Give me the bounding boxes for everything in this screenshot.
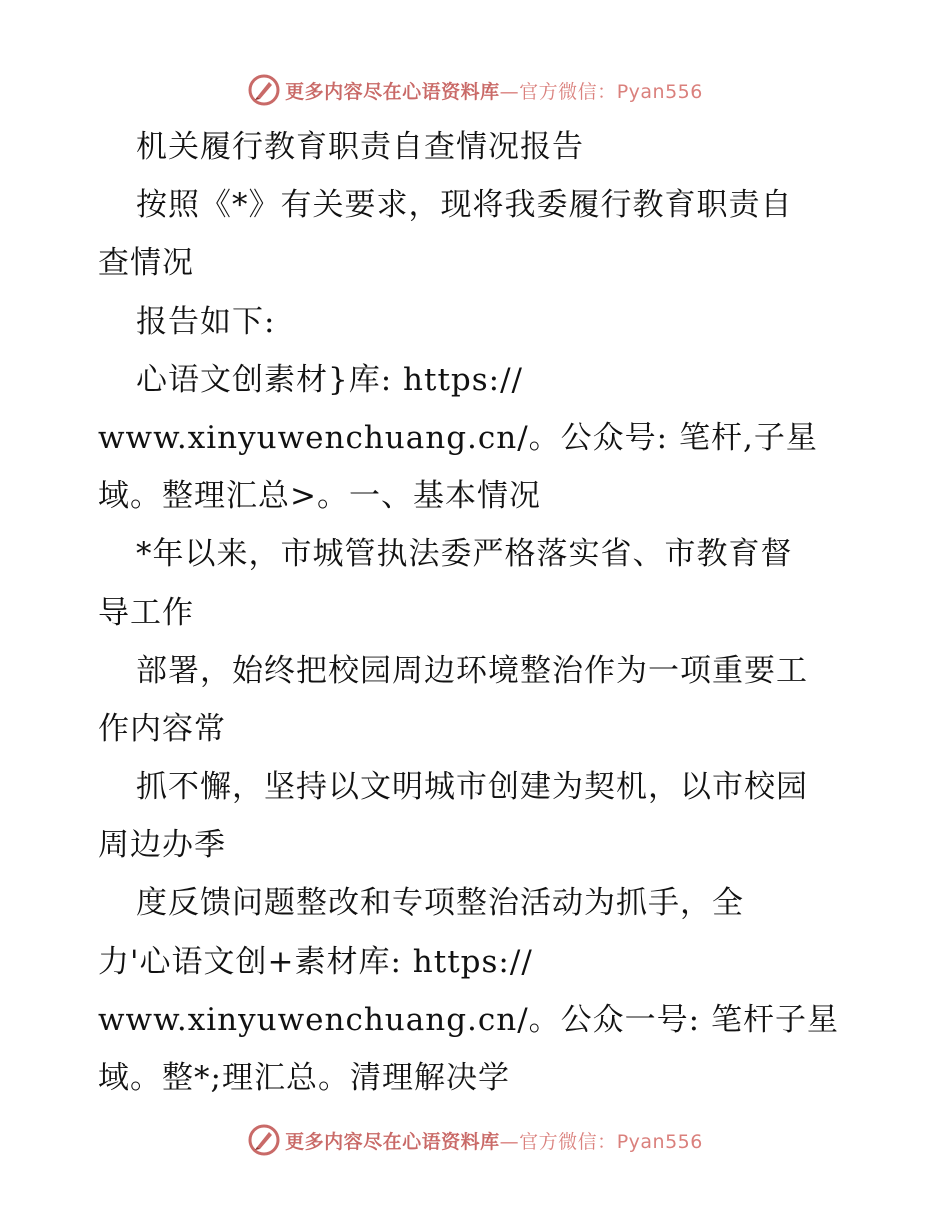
watermark-wechat-id: Pyan556 bbox=[616, 80, 703, 103]
watermark-text bbox=[285, 77, 703, 104]
text-line: 度反馈问题整改和专项整治活动为抓手，全 bbox=[136, 885, 744, 922]
watermark-separator: —官方微信： bbox=[499, 80, 617, 103]
watermark-banner-top bbox=[0, 70, 950, 110]
text-line: 抓不懈，坚持以文明城市创建为契机，以市校园 bbox=[136, 769, 808, 806]
text-line: 心语文创素材}库: https:// bbox=[136, 361, 523, 398]
watermark-wechat-id: Pyan556 bbox=[616, 1130, 703, 1153]
pen-logo-icon bbox=[247, 73, 281, 107]
text-line: 域。整*;理汇总。清理解决学 bbox=[98, 1060, 510, 1096]
watermark-banner-bottom bbox=[0, 1120, 950, 1160]
text-line: 作内容常 bbox=[98, 710, 226, 747]
pen-logo-icon bbox=[247, 1123, 281, 1157]
text-line: 按照《*》有关要求，现将我委履行教育职责自 bbox=[136, 187, 793, 224]
text-line: 周边办季 bbox=[98, 827, 226, 864]
watermark-main: 更多内容尽在心语资料库 bbox=[285, 80, 500, 103]
text-line: www.xinyuwenchuang.cn/。公众号: 笔杆,子星 bbox=[98, 419, 818, 456]
watermark-text bbox=[285, 1127, 703, 1154]
text-line: *年以来，市城管执法委严格落实省、市教育督 bbox=[136, 536, 793, 573]
text-line: 部署，始终把校园周边环境整治作为一项重要工 bbox=[136, 652, 808, 689]
watermark-main: 更多内容尽在心语资料库 bbox=[285, 1130, 500, 1153]
document-body bbox=[98, 118, 868, 1107]
text-line: 域。整理汇总>。一、基本情况 bbox=[98, 478, 541, 515]
text-line: 报告如下: bbox=[136, 303, 276, 340]
text-line: 力'心语文创+素材库: https:// bbox=[98, 943, 533, 980]
watermark-separator: —官方微信： bbox=[499, 1130, 617, 1153]
text-line: 查情况 bbox=[98, 245, 194, 282]
text-line: www.xinyuwenchuang.cn/。公众一号: 笔杆子星 bbox=[98, 1001, 839, 1038]
document-title: 机关履行教育职责自查情况报告 bbox=[136, 129, 584, 165]
text-line: 导工作 bbox=[98, 594, 194, 631]
